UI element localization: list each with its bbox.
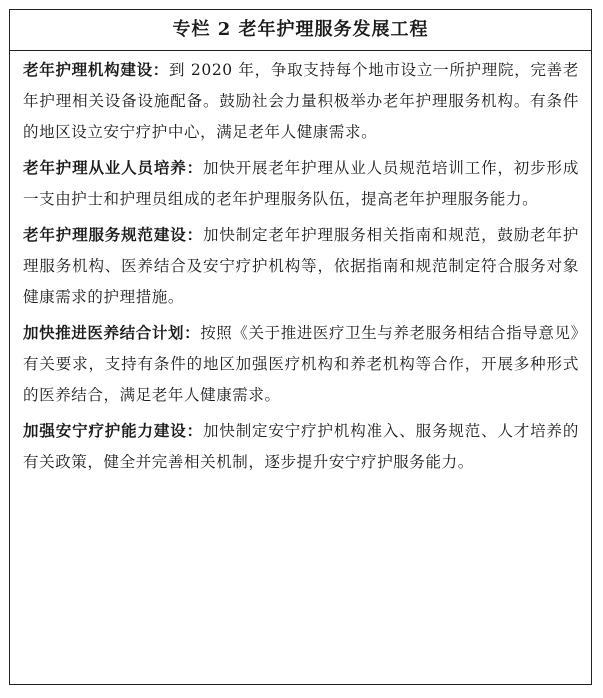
- section-heading: 老年护理从业人员培养：: [23, 158, 203, 177]
- section-nursing-institution: [23, 51, 579, 148]
- section-text: 按照《关于推进医疗卫生与养老服务相结合指导意见》有关要求，支持有条件的地区加强医疗机构和养老机构等合作，开展多种形式的医养结合，满足老年人健康需求。: [23, 324, 579, 404]
- section-text: 加快制定安宁疗护机构准入、服务规范、人才培养的有关政策，健全并完善相关机制，逐步提升安宁疗护服务能力。: [23, 422, 579, 471]
- column-box: [9, 9, 592, 685]
- column-title: 专栏 2 老年护理服务发展工程: [10, 10, 591, 51]
- section-heading: 老年护理服务规范建设：: [23, 225, 203, 244]
- section-text: 加快制定老年护理服务相关指南和规范，鼓励老年护理服务机构、医养结合及安宁疗护机构等，依据指南和规范制定符合服务对象健康需求的护理措施。: [23, 226, 579, 306]
- section-nursing-staff: [23, 152, 579, 215]
- section-heading: 加强安宁疗护能力建设：: [23, 421, 203, 440]
- column-body: [10, 51, 591, 478]
- section-text: 加快开展老年护理从业人员规范培训工作，初步形成一支由护士和护理员组成的老年护理服务队伍，提高老年护理服务能力。: [23, 159, 579, 208]
- section-medical-elderly-care: [23, 317, 579, 411]
- section-heading: 加快推进医养结合计划：: [23, 323, 201, 342]
- section-hospice-care: [23, 415, 579, 478]
- section-service-standards: [23, 219, 579, 313]
- section-heading: 老年护理机构建设：: [23, 60, 170, 79]
- section-text: 到 2020 年，争取支持每个地市设立一所护理院，完善老年护理相关设备设施配备。鼓励社会力量积极举办老年护理服务机构。有条件的地区设立安宁疗护中心，满足老年人健康需求。: [23, 61, 579, 141]
